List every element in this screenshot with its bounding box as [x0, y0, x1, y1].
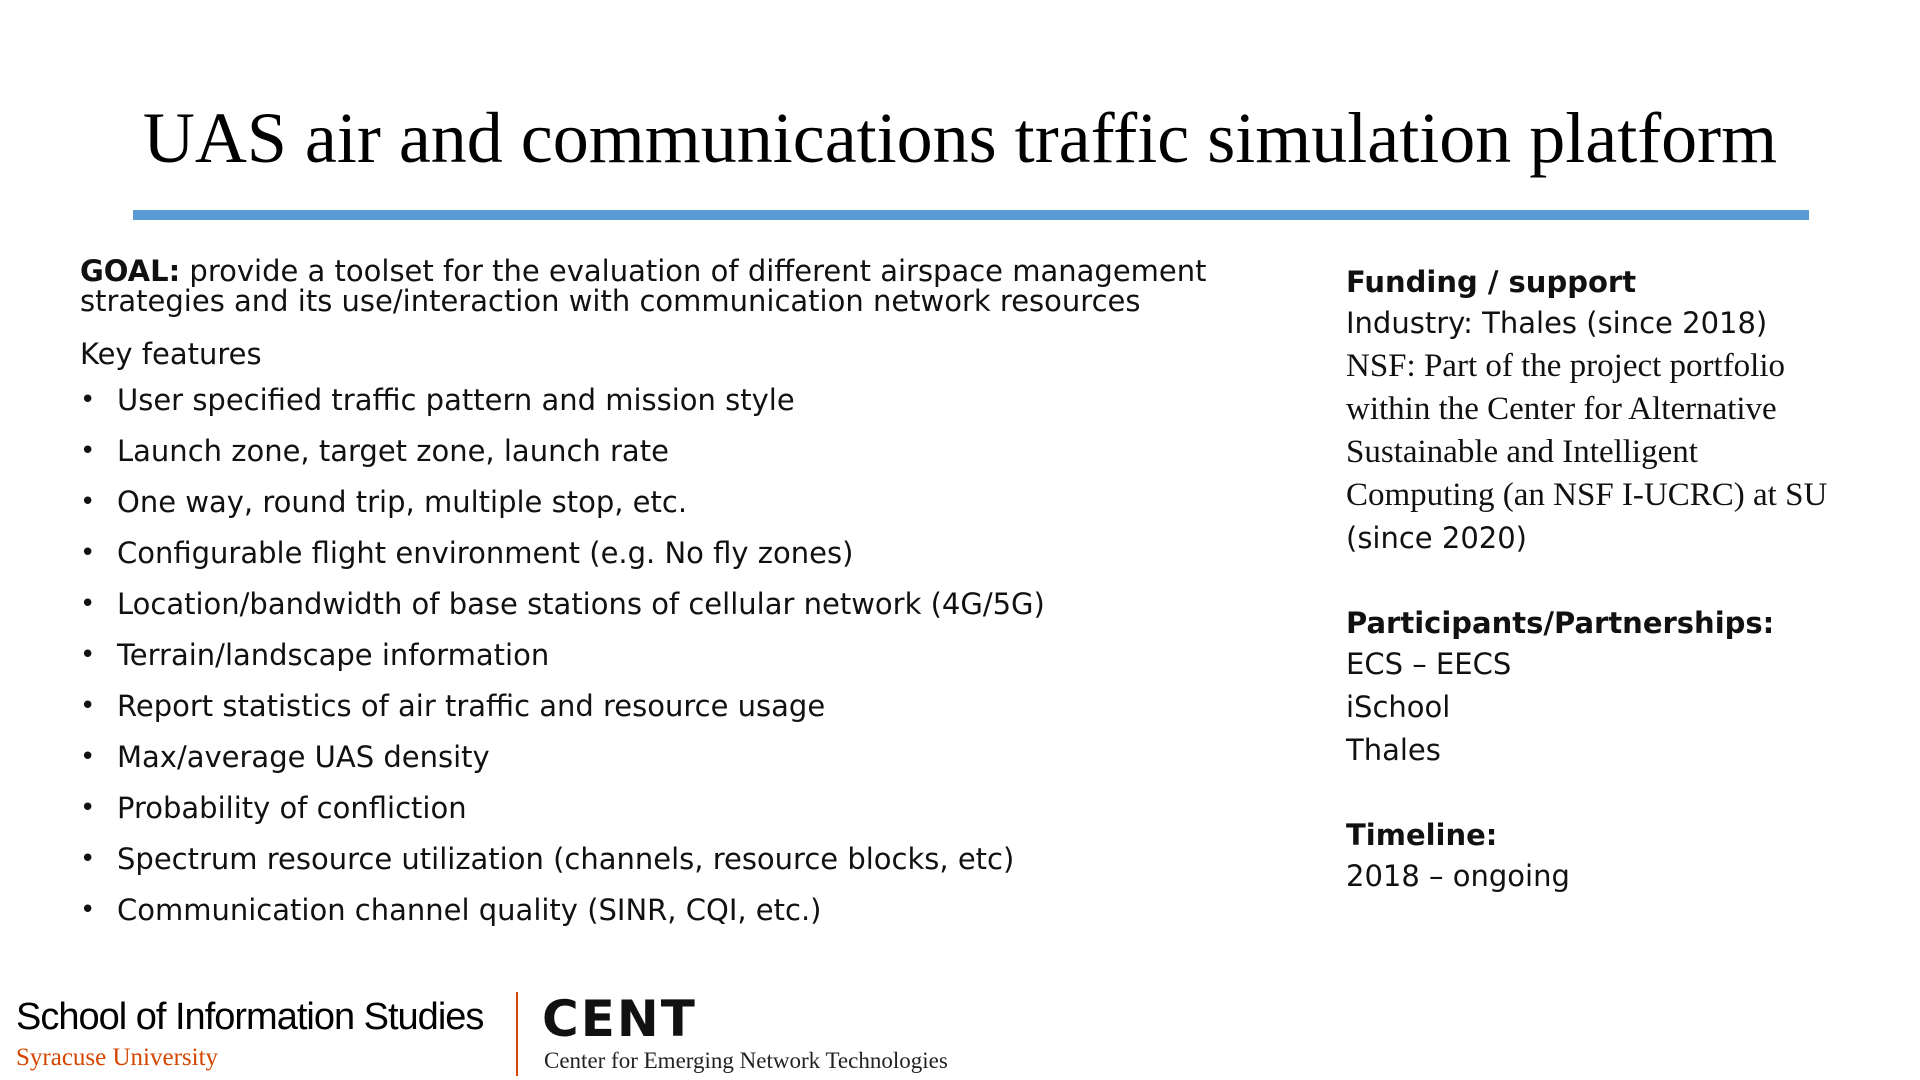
- bullet-icon: •: [80, 742, 96, 772]
- bullet-icon: •: [80, 640, 96, 670]
- participant-item: Thales: [1346, 733, 1441, 767]
- key-features-heading: Key features: [80, 337, 262, 371]
- bullet-icon: •: [80, 538, 96, 568]
- feature-text: Configurable flight environment (e.g. No fly zones): [117, 536, 854, 570]
- title-underline: [133, 210, 1809, 220]
- feature-text: Launch zone, target zone, launch rate: [117, 434, 669, 468]
- section-spacer: [1346, 772, 1906, 815]
- feature-item: [80, 688, 1260, 739]
- bullet-icon: •: [80, 895, 96, 925]
- cent-logo-text: CENT: [542, 990, 697, 1048]
- feature-item: [80, 739, 1260, 790]
- funding-nsf-line-1: NSF: Part of the project portfolio: [1346, 348, 1786, 384]
- section-spacer: [1346, 560, 1906, 603]
- feature-text: Location/bandwidth of base stations of cellular network (4G/5G): [117, 587, 1045, 621]
- goal-text-line-2: strategies and its use/interaction with communication network resources: [80, 284, 1141, 318]
- bullet-icon: •: [80, 844, 96, 874]
- goal-label: GOAL:: [80, 254, 181, 288]
- goal-and-features-column: [80, 256, 1260, 943]
- bullet-icon: •: [80, 436, 96, 466]
- feature-item: [80, 841, 1260, 892]
- university-logo-text: Syracuse University: [16, 1044, 219, 1071]
- feature-item: [80, 484, 1260, 535]
- feature-item: [80, 586, 1260, 637]
- slide-title: UAS air and communications traffic simulation platform: [142, 98, 1778, 178]
- funding-nsf-line-4: Computing (an NSF I-UCRC) at SU: [1346, 477, 1828, 513]
- bullet-icon: •: [80, 589, 96, 619]
- participant-item: ECS – EECS: [1346, 647, 1512, 681]
- participants-heading: Participants/Partnerships:: [1346, 606, 1775, 640]
- feature-item: [80, 433, 1260, 484]
- project-info-column: [1346, 262, 1906, 898]
- timeline-heading: Timeline:: [1346, 818, 1498, 852]
- funding-nsf-line-3: Sustainable and Intelligent: [1346, 434, 1698, 470]
- funding-nsf-since: (since 2020): [1346, 521, 1527, 555]
- feature-text: Report statistics of air traffic and resource usage: [117, 689, 826, 723]
- funding-nsf: [1346, 345, 1906, 560]
- feature-text: Probability of confliction: [117, 791, 467, 825]
- features-list: [80, 382, 1260, 943]
- bullet-icon: •: [80, 487, 96, 517]
- funding-nsf-line-2: within the Center for Alternative: [1346, 391, 1777, 427]
- bullet-icon: •: [80, 385, 96, 415]
- bullet-icon: •: [80, 691, 96, 721]
- feature-text: Spectrum resource utilization (channels, resource blocks, etc): [117, 842, 1015, 876]
- feature-item: [80, 637, 1260, 688]
- feature-text: One way, round trip, multiple stop, etc.: [117, 485, 688, 519]
- goal-statement: [80, 256, 1260, 316]
- feature-item: [80, 892, 1260, 943]
- timeline-value: 2018 – ongoing: [1346, 859, 1570, 893]
- participant-item: iSchool: [1346, 690, 1451, 724]
- funding-heading: Funding / support: [1346, 265, 1637, 299]
- feature-text: Terrain/landscape information: [117, 638, 550, 672]
- feature-item: [80, 790, 1260, 841]
- footer-divider: [516, 992, 518, 1076]
- feature-item: [80, 535, 1260, 586]
- school-logo-text: School of Information Studies: [16, 996, 484, 1038]
- feature-text: Max/average UAS density: [117, 740, 490, 774]
- feature-item: [80, 382, 1260, 433]
- bullet-icon: •: [80, 793, 96, 823]
- feature-text: User specified traffic pattern and mission style: [117, 383, 795, 417]
- cent-subtitle: Center for Emerging Network Technologies: [544, 1048, 948, 1073]
- goal-text-line-1: provide a toolset for the evaluation of different airspace management: [189, 254, 1207, 288]
- feature-text: Communication channel quality (SINR, CQI, etc.): [117, 893, 822, 927]
- footer-logos: [16, 990, 1016, 1080]
- funding-industry: Industry: Thales (since 2018): [1346, 306, 1768, 340]
